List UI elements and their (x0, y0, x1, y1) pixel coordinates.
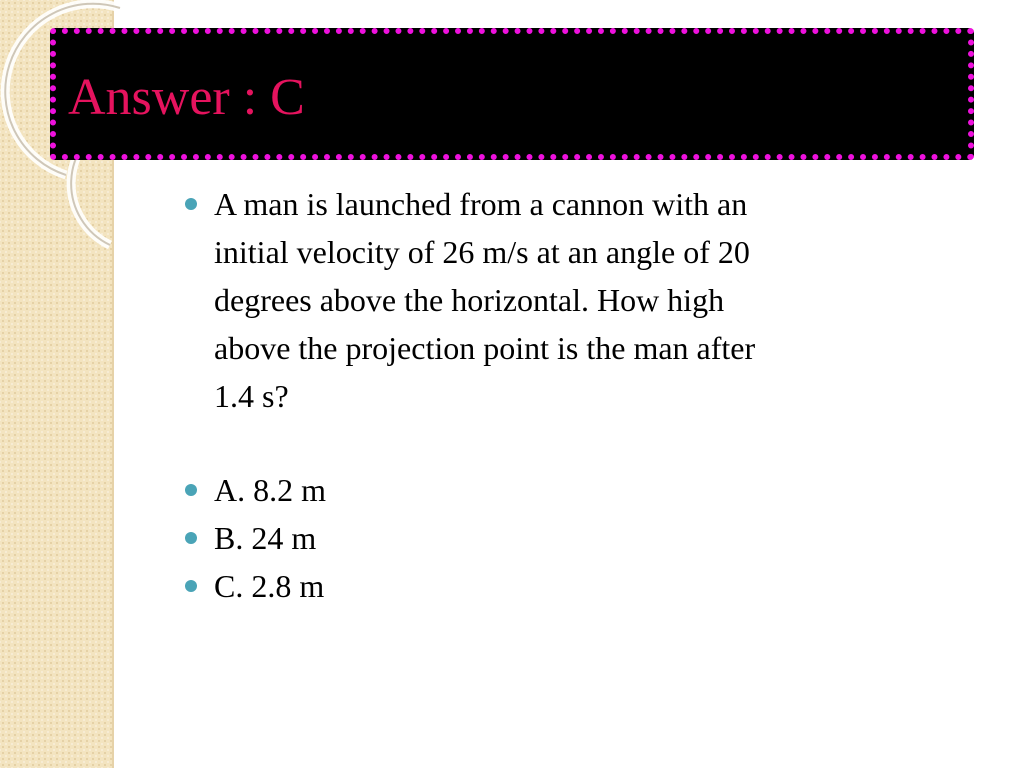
option-b-text: B. 24 m (214, 520, 317, 556)
question-item (182, 180, 792, 420)
option-c-text: C. 2.8 m (214, 568, 325, 604)
bullet-icon (185, 198, 197, 210)
slide-title: Answer : C (68, 69, 305, 126)
question-text: A man is launched from a cannon with an initial velocity of 26 m/s at an angle of 20 degrees above the horizontal. How high above the projection point is the man after 1.4 s? (214, 186, 756, 414)
bullet-icon (185, 484, 197, 496)
bullet-icon (185, 532, 197, 544)
option-a (182, 466, 792, 514)
option-a-text: A. 8.2 m (214, 472, 326, 508)
option-b (182, 514, 792, 562)
option-c (182, 562, 792, 610)
bullet-icon (185, 580, 197, 592)
title-box (50, 28, 974, 160)
content-area (182, 180, 792, 610)
